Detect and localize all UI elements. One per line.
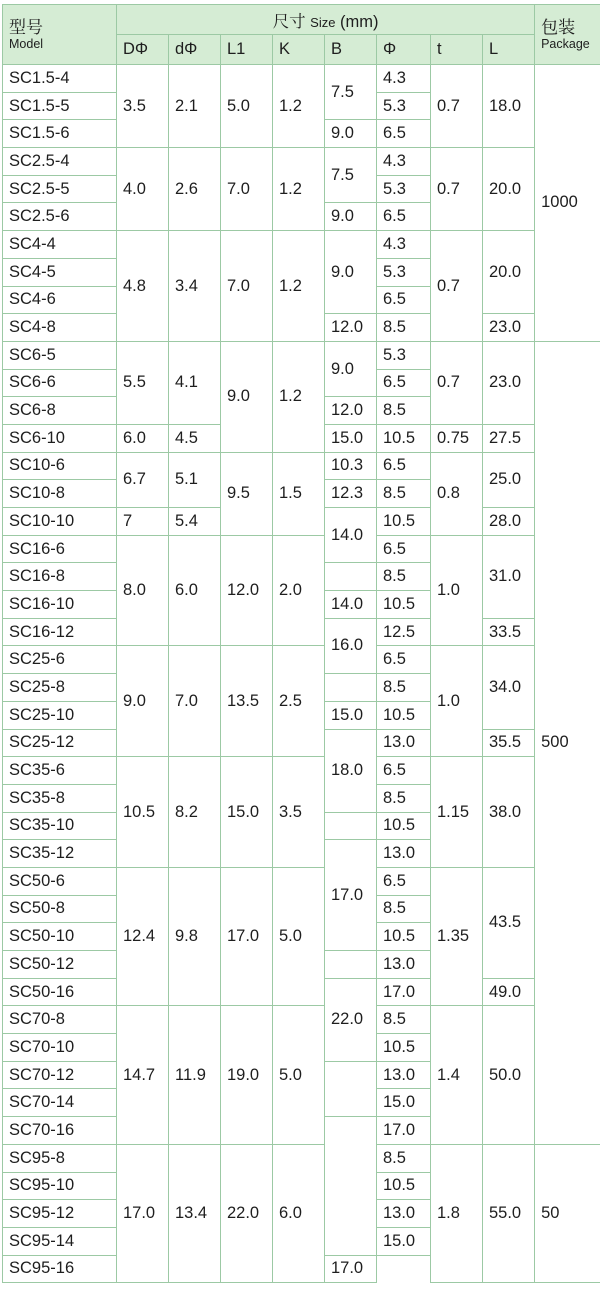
size-cell: 4.0 [117, 148, 169, 231]
column-header: B [325, 35, 377, 65]
size-cell: 23.0 [483, 341, 535, 424]
model-cell: SC4-6 [3, 286, 117, 314]
size-cell: 5.3 [377, 175, 431, 203]
size-cell: 5.0 [273, 1006, 325, 1144]
size-cell: 49.0 [483, 978, 535, 1006]
size-cell: 12.5 [377, 618, 431, 646]
size-cell: 8.5 [377, 895, 431, 923]
size-cell: 13.5 [221, 646, 273, 757]
size-cell: 9.0 [325, 341, 377, 396]
size-header-zh: 尺寸 [273, 13, 306, 31]
size-cell: 17.0 [377, 978, 431, 1006]
model-cell: SC25-12 [3, 729, 117, 757]
column-header: dΦ [169, 35, 221, 65]
size-cell [325, 1061, 377, 1116]
size-cell: 14.0 [325, 591, 377, 619]
size-cell: 10.5 [377, 591, 431, 619]
size-cell: 9.0 [325, 231, 377, 314]
size-cell: 22.0 [325, 978, 377, 1061]
size-cell: 17.0 [325, 840, 377, 951]
size-cell: 28.0 [483, 508, 535, 536]
table-row [3, 65, 600, 93]
model-cell: SC10-8 [3, 480, 117, 508]
table-row [3, 231, 600, 259]
model-cell: SC1.5-5 [3, 92, 117, 120]
package-cell: 500 [535, 341, 600, 1144]
size-cell: 15.0 [325, 424, 377, 452]
model-cell: SC4-8 [3, 314, 117, 342]
size-cell: 1.2 [273, 65, 325, 148]
spec-table [2, 4, 600, 1283]
size-cell [325, 563, 377, 591]
size-cell: 1.15 [431, 757, 483, 868]
size-cell: 6.5 [377, 646, 431, 674]
size-cell: 8.2 [169, 757, 221, 868]
size-cell: 50.0 [483, 1006, 535, 1144]
size-cell: 10.5 [377, 508, 431, 536]
model-cell: SC6-6 [3, 369, 117, 397]
model-cell: SC35-8 [3, 784, 117, 812]
model-cell: SC70-12 [3, 1061, 117, 1089]
size-cell: 22.0 [221, 1144, 273, 1282]
size-cell: 1.4 [431, 1006, 483, 1144]
size-cell: 8.5 [377, 674, 431, 702]
model-cell: SC6-8 [3, 397, 117, 425]
model-cell: SC70-16 [3, 1117, 117, 1145]
size-cell: 1.0 [431, 646, 483, 757]
column-header: L [483, 35, 535, 65]
size-cell: 1.8 [431, 1144, 483, 1282]
size-cell: 2.6 [169, 148, 221, 231]
size-cell: 20.0 [483, 231, 535, 314]
size-cell: 0.8 [431, 452, 483, 535]
size-cell: 10.5 [377, 1034, 431, 1062]
model-cell: SC70-14 [3, 1089, 117, 1117]
size-cell: 1.2 [273, 341, 325, 452]
size-cell: 13.0 [377, 1061, 431, 1089]
size-cell: 9.0 [325, 120, 377, 148]
size-cell: 6.5 [377, 535, 431, 563]
size-cell: 15.0 [221, 757, 273, 868]
size-cell [325, 812, 377, 840]
size-cell: 6.0 [273, 1144, 325, 1282]
model-cell: SC25-10 [3, 701, 117, 729]
model-cell: SC2.5-4 [3, 148, 117, 176]
size-cell: 17.0 [117, 1144, 169, 1282]
size-header-unit: (mm) [340, 13, 378, 31]
size-cell: 13.0 [377, 729, 431, 757]
size-cell: 15.0 [377, 1089, 431, 1117]
size-cell: 9.8 [169, 867, 221, 1005]
column-header: L1 [221, 35, 273, 65]
size-cell: 38.0 [483, 757, 535, 868]
size-cell: 9.0 [325, 203, 377, 231]
size-cell: 2.1 [169, 65, 221, 148]
size-cell: 7 [117, 508, 169, 536]
size-cell: 1.2 [273, 148, 325, 231]
size-cell: 5.0 [273, 867, 325, 1005]
size-cell: 18.0 [325, 729, 377, 812]
size-cell: 4.5 [169, 424, 221, 452]
size-cell: 3.5 [273, 757, 325, 868]
size-cell: 6.0 [117, 424, 169, 452]
size-cell: 1.2 [273, 231, 325, 342]
model-cell: SC1.5-6 [3, 120, 117, 148]
model-cell: SC2.5-5 [3, 175, 117, 203]
size-cell: 5.3 [377, 258, 431, 286]
size-cell: 0.7 [431, 65, 483, 148]
size-cell: 18.0 [483, 65, 535, 148]
column-header: DΦ [117, 35, 169, 65]
model-cell: SC25-8 [3, 674, 117, 702]
table-row [3, 148, 600, 176]
model-header [3, 5, 117, 65]
size-cell: 3.4 [169, 231, 221, 342]
size-cell: 4.8 [117, 231, 169, 342]
column-header: K [273, 35, 325, 65]
size-cell: 17.0 [377, 1117, 431, 1145]
table-row [3, 452, 600, 480]
size-cell: 1.0 [431, 535, 483, 646]
table-row [3, 757, 600, 785]
size-cell: 17.0 [325, 1255, 377, 1283]
model-cell: SC35-10 [3, 812, 117, 840]
size-cell: 4.3 [377, 148, 431, 176]
size-cell: 4.3 [377, 231, 431, 259]
size-cell: 8.5 [377, 1006, 431, 1034]
model-cell: SC10-6 [3, 452, 117, 480]
size-cell: 3.5 [117, 65, 169, 148]
size-cell [325, 951, 377, 979]
model-cell: SC10-10 [3, 508, 117, 536]
size-cell: 16.0 [325, 618, 377, 673]
size-cell: 1.5 [273, 452, 325, 535]
size-cell: 0.7 [431, 148, 483, 231]
model-cell: SC95-16 [3, 1255, 117, 1283]
model-cell: SC16-8 [3, 563, 117, 591]
size-cell: 14.0 [325, 508, 377, 563]
size-cell: 23.0 [483, 314, 535, 342]
size-cell [325, 674, 377, 702]
size-header [117, 5, 535, 35]
size-cell: 31.0 [483, 535, 535, 618]
size-cell: 13.0 [377, 951, 431, 979]
size-cell: 12.4 [117, 867, 169, 1005]
size-cell: 9.0 [221, 341, 273, 452]
size-header-en: Size [310, 15, 335, 30]
model-cell: SC50-6 [3, 867, 117, 895]
package-header-zh: 包装 [541, 18, 600, 37]
model-cell: SC50-12 [3, 951, 117, 979]
size-cell: 8.0 [117, 535, 169, 646]
model-cell: SC95-10 [3, 1172, 117, 1200]
size-cell: 10.5 [377, 812, 431, 840]
size-cell: 5.3 [377, 341, 431, 369]
size-cell: 25.0 [483, 452, 535, 507]
model-cell: SC4-4 [3, 231, 117, 259]
model-cell: SC25-6 [3, 646, 117, 674]
size-cell: 33.5 [483, 618, 535, 646]
model-cell: SC1.5-4 [3, 65, 117, 93]
size-cell: 5.5 [117, 341, 169, 424]
model-cell: SC50-10 [3, 923, 117, 951]
size-cell: 12.0 [325, 314, 377, 342]
size-cell: 6.5 [377, 286, 431, 314]
size-cell: 6.5 [377, 757, 431, 785]
size-cell: 55.0 [483, 1144, 535, 1282]
size-cell: 15.0 [325, 701, 377, 729]
size-cell: 8.5 [377, 314, 431, 342]
size-cell: 19.0 [221, 1006, 273, 1144]
model-cell: SC95-14 [3, 1227, 117, 1255]
model-cell: SC16-6 [3, 535, 117, 563]
model-cell: SC70-10 [3, 1034, 117, 1062]
size-cell: 12.3 [325, 480, 377, 508]
size-cell: 8.5 [377, 397, 431, 425]
size-cell: 10.3 [325, 452, 377, 480]
size-cell [325, 1117, 377, 1255]
size-cell: 2.0 [273, 535, 325, 646]
size-cell: 11.9 [169, 1006, 221, 1144]
size-cell: 1.35 [431, 867, 483, 1005]
column-header: t [431, 35, 483, 65]
size-cell: 2.5 [273, 646, 325, 757]
model-cell: SC6-10 [3, 424, 117, 452]
size-cell: 7.5 [325, 148, 377, 203]
model-cell: SC16-12 [3, 618, 117, 646]
size-cell: 0.75 [431, 424, 483, 452]
size-cell: 7.5 [325, 65, 377, 120]
package-header-en: Package [541, 37, 600, 52]
size-cell: 7.0 [221, 231, 273, 342]
size-cell: 35.5 [483, 729, 535, 757]
size-cell: 10.5 [377, 701, 431, 729]
size-cell: 6.5 [377, 369, 431, 397]
model-header-zh: 型号 [9, 18, 116, 37]
size-cell: 17.0 [221, 867, 273, 1005]
size-cell: 43.5 [483, 867, 535, 978]
package-cell: 50 [535, 1144, 600, 1282]
size-cell: 10.5 [377, 923, 431, 951]
size-cell: 6.5 [377, 203, 431, 231]
model-cell: SC16-10 [3, 591, 117, 619]
size-cell: 12.0 [221, 535, 273, 646]
size-cell: 34.0 [483, 646, 535, 729]
table-row [3, 646, 600, 674]
table-row [3, 341, 600, 369]
size-cell: 0.7 [431, 231, 483, 342]
size-cell: 5.0 [221, 65, 273, 148]
column-header: Φ [377, 35, 431, 65]
model-cell: SC50-16 [3, 978, 117, 1006]
size-cell: 5.3 [377, 92, 431, 120]
size-cell: 10.5 [377, 424, 431, 452]
size-cell: 6.5 [377, 120, 431, 148]
model-cell: SC50-8 [3, 895, 117, 923]
table-row [3, 867, 600, 895]
size-cell: 10.5 [117, 757, 169, 868]
size-cell: 12.0 [325, 397, 377, 425]
package-header [535, 5, 600, 65]
model-cell: SC95-12 [3, 1200, 117, 1228]
model-cell: SC35-12 [3, 840, 117, 868]
size-cell: 8.5 [377, 480, 431, 508]
size-cell: 6.5 [377, 867, 431, 895]
size-cell: 27.5 [483, 424, 535, 452]
size-cell: 13.4 [169, 1144, 221, 1282]
package-cell: 1000 [535, 65, 600, 342]
table-row [3, 535, 600, 563]
size-cell: 5.1 [169, 452, 221, 507]
table-row [3, 1144, 600, 1172]
size-cell: 9.0 [117, 646, 169, 757]
size-cell: 6.5 [377, 452, 431, 480]
size-cell: 7.0 [221, 148, 273, 231]
size-cell: 6.7 [117, 452, 169, 507]
size-cell: 5.4 [169, 508, 221, 536]
size-cell: 8.5 [377, 563, 431, 591]
size-cell: 6.0 [169, 535, 221, 646]
model-cell: SC2.5-6 [3, 203, 117, 231]
size-cell: 13.0 [377, 1200, 431, 1228]
size-cell: 4.3 [377, 65, 431, 93]
model-cell: SC95-8 [3, 1144, 117, 1172]
size-cell: 20.0 [483, 148, 535, 231]
size-cell: 4.1 [169, 341, 221, 424]
model-header-en: Model [9, 37, 116, 52]
model-cell: SC35-6 [3, 757, 117, 785]
size-cell: 14.7 [117, 1006, 169, 1144]
table-row [3, 1006, 600, 1034]
size-cell: 0.7 [431, 341, 483, 424]
model-cell: SC6-5 [3, 341, 117, 369]
model-cell: SC4-5 [3, 258, 117, 286]
size-cell: 10.5 [377, 1172, 431, 1200]
size-cell: 8.5 [377, 784, 431, 812]
model-cell: SC70-8 [3, 1006, 117, 1034]
size-cell: 8.5 [377, 1144, 431, 1172]
size-cell: 7.0 [169, 646, 221, 757]
size-cell: 13.0 [377, 840, 431, 868]
size-cell: 15.0 [377, 1227, 431, 1255]
size-cell: 9.5 [221, 452, 273, 535]
